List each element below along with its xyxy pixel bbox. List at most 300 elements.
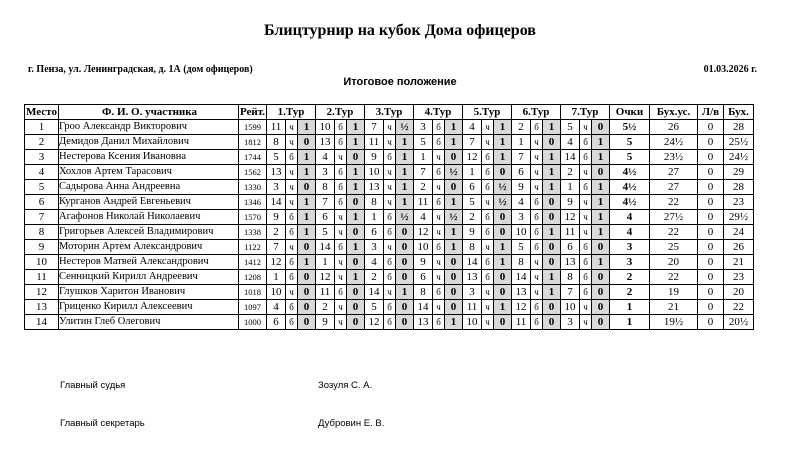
round-result: 0	[298, 135, 316, 150]
round-result: 1	[445, 315, 463, 330]
round-result: 0	[347, 195, 365, 210]
round-color: ч	[531, 270, 543, 285]
round-result: 0	[592, 315, 610, 330]
round-result: 0	[347, 315, 365, 330]
round-result: 0	[445, 285, 463, 300]
round-color: б	[580, 270, 592, 285]
participant-name: Агафонов Николай Николаевич	[59, 210, 239, 225]
participant-name: Нестеров Матвей Александрович	[59, 255, 239, 270]
points-cell: 2	[610, 270, 650, 285]
participant-name: Курганов Андрей Евгеньевич	[59, 195, 239, 210]
round-opponent: 12	[365, 315, 384, 330]
chief-secretary-name: Дубровин Е. В.	[318, 418, 385, 429]
round-result: 0	[494, 165, 512, 180]
round-opponent: 11	[365, 135, 384, 150]
round-color: ч	[580, 195, 592, 210]
buchholz-cell: 29	[724, 165, 754, 180]
round-result: 0	[494, 225, 512, 240]
place-cell: 3	[25, 150, 59, 165]
round-result: 0	[445, 150, 463, 165]
round-result: 0	[396, 255, 414, 270]
round-color: ч	[384, 240, 396, 255]
buchholz-cut-cell: 20	[650, 255, 698, 270]
buchholz-cell: 28	[724, 120, 754, 135]
round-result: 0	[592, 300, 610, 315]
round-result: 0	[592, 165, 610, 180]
round-result: 1	[298, 195, 316, 210]
buchholz-cut-cell: 22	[650, 195, 698, 210]
round-opponent: 9	[267, 210, 286, 225]
points-cell: 5½	[610, 120, 650, 135]
buchholz-cut-cell: 27½	[650, 210, 698, 225]
round-color: б	[482, 210, 494, 225]
round-opponent: 8	[267, 135, 286, 150]
buchholz-cell: 24	[724, 225, 754, 240]
participant-name: Моторин Артем Александрович	[59, 240, 239, 255]
buchholz-cut-cell: 27	[650, 180, 698, 195]
round-color: ч	[286, 285, 298, 300]
round-result: 0	[592, 285, 610, 300]
round-result: 1	[445, 120, 463, 135]
round-color: б	[531, 240, 543, 255]
participant-name: Нестерова Ксения Ивановна	[59, 150, 239, 165]
round-opponent: 7	[463, 135, 482, 150]
round-color: ч	[580, 315, 592, 330]
round-result: 1	[298, 165, 316, 180]
document-title: Блицтурнир на кубок Дома офицеров	[264, 22, 536, 39]
header-round-7: 7.Тур	[561, 105, 610, 120]
round-color: ч	[580, 120, 592, 135]
round-opponent: 3	[267, 180, 286, 195]
round-result: 1	[347, 270, 365, 285]
wins-cell: 0	[698, 240, 724, 255]
round-opponent: 3	[365, 240, 384, 255]
round-color: ч	[531, 180, 543, 195]
round-color: ч	[335, 225, 347, 240]
round-color: б	[482, 225, 494, 240]
round-opponent: 10	[365, 165, 384, 180]
table-row	[25, 165, 754, 180]
rating-cell: 1744	[239, 150, 267, 165]
round-result: 1	[543, 225, 561, 240]
participant-name: Улитин Глеб Олегович	[59, 315, 239, 330]
wins-cell: 0	[698, 225, 724, 240]
round-color: б	[580, 240, 592, 255]
place-cell: 12	[25, 285, 59, 300]
table-row	[25, 300, 754, 315]
round-result: 0	[298, 300, 316, 315]
round-color: ч	[531, 255, 543, 270]
round-opponent: 13	[561, 255, 580, 270]
participant-name: Григорьев Алексей Владимирович	[59, 225, 239, 240]
round-opponent: 6	[365, 225, 384, 240]
buchholz-cut-cell: 23½	[650, 150, 698, 165]
round-color: б	[286, 315, 298, 330]
round-opponent: 12	[561, 210, 580, 225]
buchholz-cut-cell: 25	[650, 240, 698, 255]
round-opponent: 3	[561, 315, 580, 330]
round-result: 1	[494, 240, 512, 255]
wins-cell: 0	[698, 195, 724, 210]
wins-cell: 0	[698, 285, 724, 300]
round-result: 0	[298, 285, 316, 300]
round-result: 1	[494, 300, 512, 315]
round-opponent: 2	[463, 210, 482, 225]
round-opponent: 14	[561, 150, 580, 165]
round-opponent: 5	[316, 225, 335, 240]
round-result: 0	[543, 135, 561, 150]
round-color: б	[286, 225, 298, 240]
round-result: 0	[396, 300, 414, 315]
round-result: 1	[298, 120, 316, 135]
round-result: ½	[494, 180, 512, 195]
table-row	[25, 135, 754, 150]
chief-judge-name: Зозуля С. А.	[318, 380, 373, 391]
round-result: 1	[543, 150, 561, 165]
round-opponent: 4	[365, 255, 384, 270]
rating-cell: 1570	[239, 210, 267, 225]
buchholz-cut-cell: 22	[650, 225, 698, 240]
round-opponent: 12	[463, 150, 482, 165]
round-color: ч	[335, 210, 347, 225]
place-cell: 6	[25, 195, 59, 210]
round-opponent: 3	[316, 165, 335, 180]
place-cell: 8	[25, 225, 59, 240]
points-cell: 4½	[610, 180, 650, 195]
buchholz-cell: 29½	[724, 210, 754, 225]
round-result: 1	[543, 165, 561, 180]
round-result: 0	[347, 150, 365, 165]
rating-cell: 1346	[239, 195, 267, 210]
round-opponent: 13	[365, 180, 384, 195]
rating-cell: 1412	[239, 255, 267, 270]
round-color: ч	[580, 225, 592, 240]
round-color: б	[482, 255, 494, 270]
round-result: 0	[396, 315, 414, 330]
buchholz-cut-cell: 19½	[650, 315, 698, 330]
round-result: ½	[396, 210, 414, 225]
round-color: ч	[482, 285, 494, 300]
round-result: 1	[298, 150, 316, 165]
round-color: ч	[433, 150, 445, 165]
round-result: 1	[592, 135, 610, 150]
round-opponent: 11	[463, 300, 482, 315]
round-color: ч	[286, 120, 298, 135]
round-result: 0	[543, 300, 561, 315]
chief-judge-label: Главный судья	[60, 380, 126, 391]
buchholz-cell: 26	[724, 240, 754, 255]
rating-cell: 1338	[239, 225, 267, 240]
round-color: б	[482, 180, 494, 195]
buchholz-cut-cell: 19	[650, 285, 698, 300]
round-color: б	[286, 255, 298, 270]
place-cell: 5	[25, 180, 59, 195]
round-result: 1	[494, 135, 512, 150]
round-color: ч	[384, 120, 396, 135]
round-color: б	[482, 165, 494, 180]
round-color: б	[433, 135, 445, 150]
place-cell: 7	[25, 210, 59, 225]
round-opponent: 3	[463, 285, 482, 300]
buchholz-cell: 21	[724, 255, 754, 270]
rating-cell: 1330	[239, 180, 267, 195]
round-result: 0	[494, 315, 512, 330]
buchholz-cell: 23	[724, 195, 754, 210]
round-color: б	[384, 300, 396, 315]
round-opponent: 5	[561, 120, 580, 135]
round-result: 0	[298, 270, 316, 285]
round-result: 0	[396, 225, 414, 240]
round-opponent: 12	[316, 270, 335, 285]
round-color: ч	[482, 315, 494, 330]
round-opponent: 10	[267, 285, 286, 300]
round-color: ч	[482, 135, 494, 150]
round-color: ч	[482, 240, 494, 255]
round-result: 1	[592, 225, 610, 240]
buchholz-cut-cell: 22	[650, 270, 698, 285]
round-result: 1	[396, 150, 414, 165]
round-opponent: 8	[316, 180, 335, 195]
round-opponent: 12	[414, 225, 433, 240]
round-opponent: 11	[414, 195, 433, 210]
round-opponent: 7	[365, 120, 384, 135]
round-result: 0	[543, 195, 561, 210]
header-points: Очки	[610, 105, 650, 120]
round-result: 0	[396, 240, 414, 255]
round-color: ч	[384, 285, 396, 300]
round-color: б	[580, 180, 592, 195]
wins-cell: 0	[698, 165, 724, 180]
round-result: 0	[347, 225, 365, 240]
round-opponent: 1	[365, 210, 384, 225]
round-color: б	[335, 135, 347, 150]
round-opponent: 9	[512, 180, 531, 195]
round-opponent: 1	[463, 165, 482, 180]
round-opponent: 14	[463, 255, 482, 270]
round-color: ч	[384, 195, 396, 210]
round-opponent: 1	[414, 150, 433, 165]
points-cell: 1	[610, 300, 650, 315]
round-result: 0	[347, 285, 365, 300]
place-cell: 2	[25, 135, 59, 150]
round-result: 0	[543, 315, 561, 330]
round-result: ½	[445, 210, 463, 225]
round-opponent: 3	[414, 120, 433, 135]
table-row	[25, 210, 754, 225]
round-result: 1	[396, 165, 414, 180]
round-color: б	[384, 315, 396, 330]
round-opponent: 11	[512, 315, 531, 330]
round-opponent: 13	[414, 315, 433, 330]
round-result: 1	[298, 225, 316, 240]
round-opponent: 7	[512, 150, 531, 165]
round-opponent: 5	[267, 150, 286, 165]
round-result: 1	[543, 120, 561, 135]
place-cell: 13	[25, 300, 59, 315]
round-color: б	[433, 285, 445, 300]
round-result: 1	[347, 135, 365, 150]
round-color: б	[580, 135, 592, 150]
round-color: ч	[433, 210, 445, 225]
round-color: ч	[335, 300, 347, 315]
round-result: 0	[543, 240, 561, 255]
header-place: Место	[26, 106, 57, 118]
round-color: ч	[580, 210, 592, 225]
round-opponent: 1	[316, 255, 335, 270]
round-result: ½	[396, 120, 414, 135]
rating-cell: 1208	[239, 270, 267, 285]
place-cell: 10	[25, 255, 59, 270]
round-color: б	[433, 120, 445, 135]
round-color: б	[384, 150, 396, 165]
round-result: 1	[396, 180, 414, 195]
round-color: ч	[482, 300, 494, 315]
round-color: ч	[286, 165, 298, 180]
points-cell: 3	[610, 255, 650, 270]
round-result: 0	[592, 120, 610, 135]
round-opponent: 1	[512, 135, 531, 150]
round-opponent: 14	[414, 300, 433, 315]
wins-cell: 0	[698, 210, 724, 225]
round-opponent: 4	[512, 195, 531, 210]
round-opponent: 14	[365, 285, 384, 300]
round-opponent: 13	[463, 270, 482, 285]
table-row	[25, 150, 754, 165]
round-opponent: 5	[463, 195, 482, 210]
round-opponent: 5	[365, 300, 384, 315]
round-result: 0	[445, 270, 463, 285]
round-opponent: 11	[267, 120, 286, 135]
round-result: 1	[592, 180, 610, 195]
round-color: б	[433, 315, 445, 330]
round-opponent: 2	[267, 225, 286, 240]
buchholz-cut-cell: 21	[650, 300, 698, 315]
points-cell: 3	[610, 240, 650, 255]
round-opponent: 8	[414, 285, 433, 300]
round-color: ч	[286, 180, 298, 195]
round-result: 1	[347, 210, 365, 225]
buchholz-cell: 25½	[724, 135, 754, 150]
header-round-5: 5.Тур	[463, 105, 512, 120]
buchholz-cell: 20	[724, 285, 754, 300]
table-row	[25, 315, 754, 330]
round-opponent: 6	[512, 165, 531, 180]
round-color: ч	[482, 120, 494, 135]
round-opponent: 13	[316, 135, 335, 150]
participant-name: Садырова Анна Андреевна	[59, 180, 239, 195]
round-opponent: 14	[512, 270, 531, 285]
round-result: 1	[592, 150, 610, 165]
round-opponent: 6	[561, 240, 580, 255]
round-result: 0	[347, 300, 365, 315]
round-color: ч	[531, 285, 543, 300]
round-opponent: 11	[316, 285, 335, 300]
round-color: б	[335, 240, 347, 255]
rating-cell: 1812	[239, 135, 267, 150]
round-result: 1	[445, 225, 463, 240]
round-opponent: 14	[267, 195, 286, 210]
participant-name: Глушков Харитон Иванович	[59, 285, 239, 300]
round-result: 1	[494, 120, 512, 135]
round-color: б	[580, 255, 592, 270]
buchholz-cell: 24½	[724, 150, 754, 165]
round-result: 0	[347, 255, 365, 270]
round-opponent: 10	[561, 300, 580, 315]
round-opponent: 4	[561, 135, 580, 150]
round-opponent: 7	[414, 165, 433, 180]
round-opponent: 8	[463, 240, 482, 255]
round-opponent: 5	[414, 135, 433, 150]
wins-cell: 0	[698, 300, 724, 315]
round-color: ч	[384, 135, 396, 150]
standings-subtitle: Итоговое положение	[343, 76, 457, 88]
round-color: ч	[286, 195, 298, 210]
round-color: ч	[531, 135, 543, 150]
rating-cell: 1097	[239, 300, 267, 315]
round-color: б	[433, 240, 445, 255]
round-result: 1	[347, 120, 365, 135]
round-opponent: 2	[365, 270, 384, 285]
round-color: б	[286, 150, 298, 165]
round-color: ч	[384, 180, 396, 195]
round-result: 1	[592, 195, 610, 210]
round-opponent: 9	[463, 225, 482, 240]
round-color: ч	[433, 300, 445, 315]
round-opponent: 2	[512, 120, 531, 135]
points-cell: 4½	[610, 195, 650, 210]
round-opponent: 3	[512, 210, 531, 225]
round-opponent: 7	[267, 240, 286, 255]
round-opponent: 10	[463, 315, 482, 330]
participant-name: Демидов Данил Михайлович	[59, 135, 239, 150]
round-result: 0	[494, 285, 512, 300]
round-opponent: 6	[267, 315, 286, 330]
participant-name: Гриценко Кирилл Алексеевич	[59, 300, 239, 315]
buchholz-cut-cell: 24½	[650, 135, 698, 150]
rating-cell: 1599	[239, 120, 267, 135]
header-round-3: 3.Тур	[365, 105, 414, 120]
table-row	[25, 195, 754, 210]
round-opponent: 6	[316, 210, 335, 225]
round-opponent: 10	[316, 120, 335, 135]
points-cell: 4½	[610, 165, 650, 180]
round-opponent: 4	[463, 120, 482, 135]
round-color: б	[384, 255, 396, 270]
round-opponent: 8	[365, 195, 384, 210]
round-color: ч	[580, 300, 592, 315]
points-cell: 4	[610, 210, 650, 225]
round-color: б	[433, 195, 445, 210]
round-result: 0	[543, 210, 561, 225]
round-result: ½	[445, 165, 463, 180]
round-result: ½	[494, 195, 512, 210]
round-color: б	[335, 285, 347, 300]
round-color: б	[531, 210, 543, 225]
round-color: ч	[531, 165, 543, 180]
round-opponent: 9	[365, 150, 384, 165]
table-row	[25, 255, 754, 270]
round-color: ч	[335, 255, 347, 270]
round-color: б	[580, 150, 592, 165]
round-result: 1	[592, 255, 610, 270]
round-opponent: 13	[512, 285, 531, 300]
round-opponent: 10	[414, 240, 433, 255]
round-color: ч	[482, 195, 494, 210]
round-result: 1	[347, 180, 365, 195]
header-buchholz-cut: Бух.ус.	[650, 105, 698, 120]
round-opponent: 7	[316, 195, 335, 210]
round-opponent: 12	[267, 255, 286, 270]
